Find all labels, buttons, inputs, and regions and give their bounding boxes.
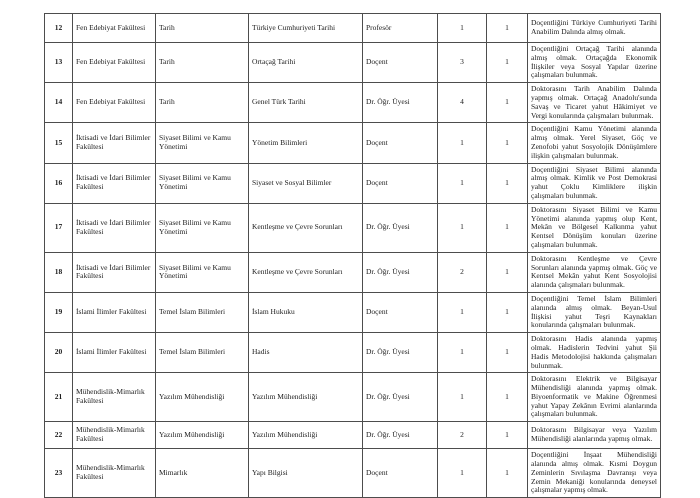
program-cell: Yapı Bilgisi: [249, 449, 363, 498]
count-cell: 2: [438, 422, 487, 449]
row-number-cell: 22: [45, 422, 73, 449]
program-cell: Yönetim Bilimleri: [249, 123, 363, 163]
table-row: [45, 252, 661, 292]
row-number-cell: 17: [45, 203, 73, 252]
count-cell: 4: [438, 83, 487, 123]
grade-cell: 1: [487, 14, 528, 43]
description-cell: Doçentliğini Kamu Yönetimi alanında almış olmak. Yerel Siyaset, Göç ve Zenofobi yahut Sosyolojik Dönüşümlere ilişkin çalışmaları bulunmak.: [528, 123, 661, 163]
department-cell: Tarih: [156, 83, 249, 123]
department-cell: Yazılım Mühendisliği: [156, 373, 249, 422]
department-cell: Tarih: [156, 43, 249, 83]
grade-cell: 1: [487, 43, 528, 83]
program-cell: Genel Türk Tarihi: [249, 83, 363, 123]
description-cell: Doktorasını Kentleşme ve Çevre Sorunları alanında yapmış olmak. Göç ve Kentsel Mekân yahut Kent Sosyolojisi alanında çalışmaları bulunmak.: [528, 252, 661, 292]
title-cell: Dr. Öğr. Üyesi: [363, 252, 438, 292]
description-cell: Doçentliğini Türkiye Cumhuriyeti Tarihi Anabilim Dalında almış olmak.: [528, 14, 661, 43]
title-cell: Profesör: [363, 14, 438, 43]
grade-cell: 1: [487, 203, 528, 252]
faculty-cell: Fen Edebiyat Fakültesi: [73, 43, 156, 83]
row-number-cell: 18: [45, 252, 73, 292]
row-number-cell: 12: [45, 14, 73, 43]
faculty-cell: İktisadi ve İdari Bilimler Fakültesi: [73, 252, 156, 292]
row-number-cell: 19: [45, 292, 73, 332]
department-cell: Temel İslam Bilimleri: [156, 292, 249, 332]
description-cell: Doktorasını Bilgisayar veya Yazılım Mühendisliği alanlarında yapmış olmak.: [528, 422, 661, 449]
title-cell: Dr. Öğr. Üyesi: [363, 333, 438, 373]
table-row: [45, 203, 661, 252]
program-cell: Siyaset ve Sosyal Bilimler: [249, 163, 363, 203]
title-cell: Dr. Öğr. Üyesi: [363, 373, 438, 422]
row-number-cell: 21: [45, 373, 73, 422]
title-cell: Dr. Öğr. Üyesi: [363, 422, 438, 449]
faculty-cell: Mühendislik-Mimarlık Fakültesi: [73, 422, 156, 449]
department-cell: Yazılım Mühendisliği: [156, 422, 249, 449]
table-row: [45, 422, 661, 449]
table-row: [45, 449, 661, 498]
faculty-cell: İktisadi ve İdari Bilimler Fakültesi: [73, 123, 156, 163]
count-cell: 1: [438, 203, 487, 252]
count-cell: 1: [438, 333, 487, 373]
count-cell: 1: [438, 163, 487, 203]
title-cell: Doçent: [363, 123, 438, 163]
table-body: [45, 14, 661, 498]
row-number-cell: 23: [45, 449, 73, 498]
department-cell: Tarih: [156, 14, 249, 43]
department-cell: Siyaset Bilimi ve Kamu Yönetimi: [156, 252, 249, 292]
academic-positions-table: [44, 13, 661, 498]
faculty-cell: İktisadi ve İdari Bilimler Fakültesi: [73, 163, 156, 203]
grade-cell: 1: [487, 252, 528, 292]
grade-cell: 1: [487, 373, 528, 422]
row-number-cell: 13: [45, 43, 73, 83]
row-number-cell: 16: [45, 163, 73, 203]
title-cell: Doçent: [363, 449, 438, 498]
department-cell: Mimarlık: [156, 449, 249, 498]
department-cell: Temel İslam Bilimleri: [156, 333, 249, 373]
description-cell: Doçentliğini Temel İslam Bilimleri alanında almış olmak. Beyan-Usul İlişkisi yahut Teşri Kaynakları konularında çalışmaları bulunmak.: [528, 292, 661, 332]
title-cell: Doçent: [363, 43, 438, 83]
table-row: [45, 333, 661, 373]
grade-cell: 1: [487, 449, 528, 498]
faculty-cell: İslami İlimler Fakültesi: [73, 333, 156, 373]
table-row: [45, 373, 661, 422]
grade-cell: 1: [487, 123, 528, 163]
faculty-cell: İslami İlimler Fakültesi: [73, 292, 156, 332]
department-cell: Siyaset Bilimi ve Kamu Yönetimi: [156, 163, 249, 203]
table-row: [45, 292, 661, 332]
faculty-cell: Mühendislik-Mimarlık Fakültesi: [73, 373, 156, 422]
faculty-cell: İktisadi ve İdari Bilimler Fakültesi: [73, 203, 156, 252]
program-cell: Yazılım Mühendisliği: [249, 422, 363, 449]
faculty-cell: Fen Edebiyat Fakültesi: [73, 83, 156, 123]
count-cell: 1: [438, 123, 487, 163]
description-cell: Doktorasını Tarih Anabilim Dalında yapmış olmak. Ortaçağ Anadolu'sunda Savaş ve Ticaret yahut Hâkimiyet ve Vergi konularında çalışmaları bulunmak.: [528, 83, 661, 123]
count-cell: 1: [438, 292, 487, 332]
program-cell: Türkiye Cumhuriyeti Tarihi: [249, 14, 363, 43]
program-cell: Ortaçağ Tarihi: [249, 43, 363, 83]
table-row: [45, 123, 661, 163]
description-cell: Doçentliğini İnşaat Mühendisliği alanında almış olmak. Kısmi Doygun Zeminlerin Sıvılaşma Davranışı veya Zemin Mekaniği konularında deneysel çalışmalar yapmış olmak.: [528, 449, 661, 498]
program-cell: İslam Hukuku: [249, 292, 363, 332]
department-cell: Siyaset Bilimi ve Kamu Yönetimi: [156, 123, 249, 163]
count-cell: 2: [438, 252, 487, 292]
program-cell: Yazılım Mühendisliği: [249, 373, 363, 422]
description-cell: Doçentliğini Ortaçağ Tarihi alanında almış olmak. Ortaçağda Ekonomik İlişkiler veya Sosyal Yapılar üzerine çalışmaları bulunmak.: [528, 43, 661, 83]
table-row: [45, 43, 661, 83]
program-cell: Hadis: [249, 333, 363, 373]
program-cell: Kentleşme ve Çevre Sorunları: [249, 252, 363, 292]
faculty-cell: Fen Edebiyat Fakültesi: [73, 14, 156, 43]
row-number-cell: 20: [45, 333, 73, 373]
row-number-cell: 14: [45, 83, 73, 123]
description-cell: Doktorasını Siyaset Bilimi ve Kamu Yönetimi alanında yapmış olup Kent, Mekân ve Bölgesel Kalkınma yahut Kentsel Dönüşüm konuları üzerine çalışmaları bulunmak.: [528, 203, 661, 252]
count-cell: 1: [438, 14, 487, 43]
program-cell: Kentleşme ve Çevre Sorunları: [249, 203, 363, 252]
grade-cell: 1: [487, 333, 528, 373]
title-cell: Dr. Öğr. Üyesi: [363, 203, 438, 252]
title-cell: Doçent: [363, 163, 438, 203]
count-cell: 1: [438, 373, 487, 422]
table-row: [45, 163, 661, 203]
grade-cell: 1: [487, 292, 528, 332]
table-row: [45, 14, 661, 43]
description-cell: Doktorasını Elektrik ve Bilgisayar Mühendisliği alanında yapmış olmak. Biyoenformatik ve Makine Öğrenmesi yahut Yapay Zekânın Evrimi alanlarında çalışmaları bulunmak.: [528, 373, 661, 422]
row-number-cell: 15: [45, 123, 73, 163]
grade-cell: 1: [487, 422, 528, 449]
department-cell: Siyaset Bilimi ve Kamu Yönetimi: [156, 203, 249, 252]
count-cell: 3: [438, 43, 487, 83]
grade-cell: 1: [487, 83, 528, 123]
table-row: [45, 83, 661, 123]
description-cell: Doktorasını Hadis alanında yapmış olmak. Hadislerin Tedvini yahut Şii Hadis Metodolojisi hakkında çalışmaları bulunmak.: [528, 333, 661, 373]
faculty-cell: Mühendislik-Mimarlık Fakültesi: [73, 449, 156, 498]
title-cell: Dr. Öğr. Üyesi: [363, 83, 438, 123]
grade-cell: 1: [487, 163, 528, 203]
description-cell: Doçentliğini Siyaset Bilimi alanında almış olmak. Kimlik ve Post Demokrasi yahut Çoklu Kimliklere ilişkin çalışmaları bulunmak.: [528, 163, 661, 203]
count-cell: 1: [438, 449, 487, 498]
title-cell: Doçent: [363, 292, 438, 332]
